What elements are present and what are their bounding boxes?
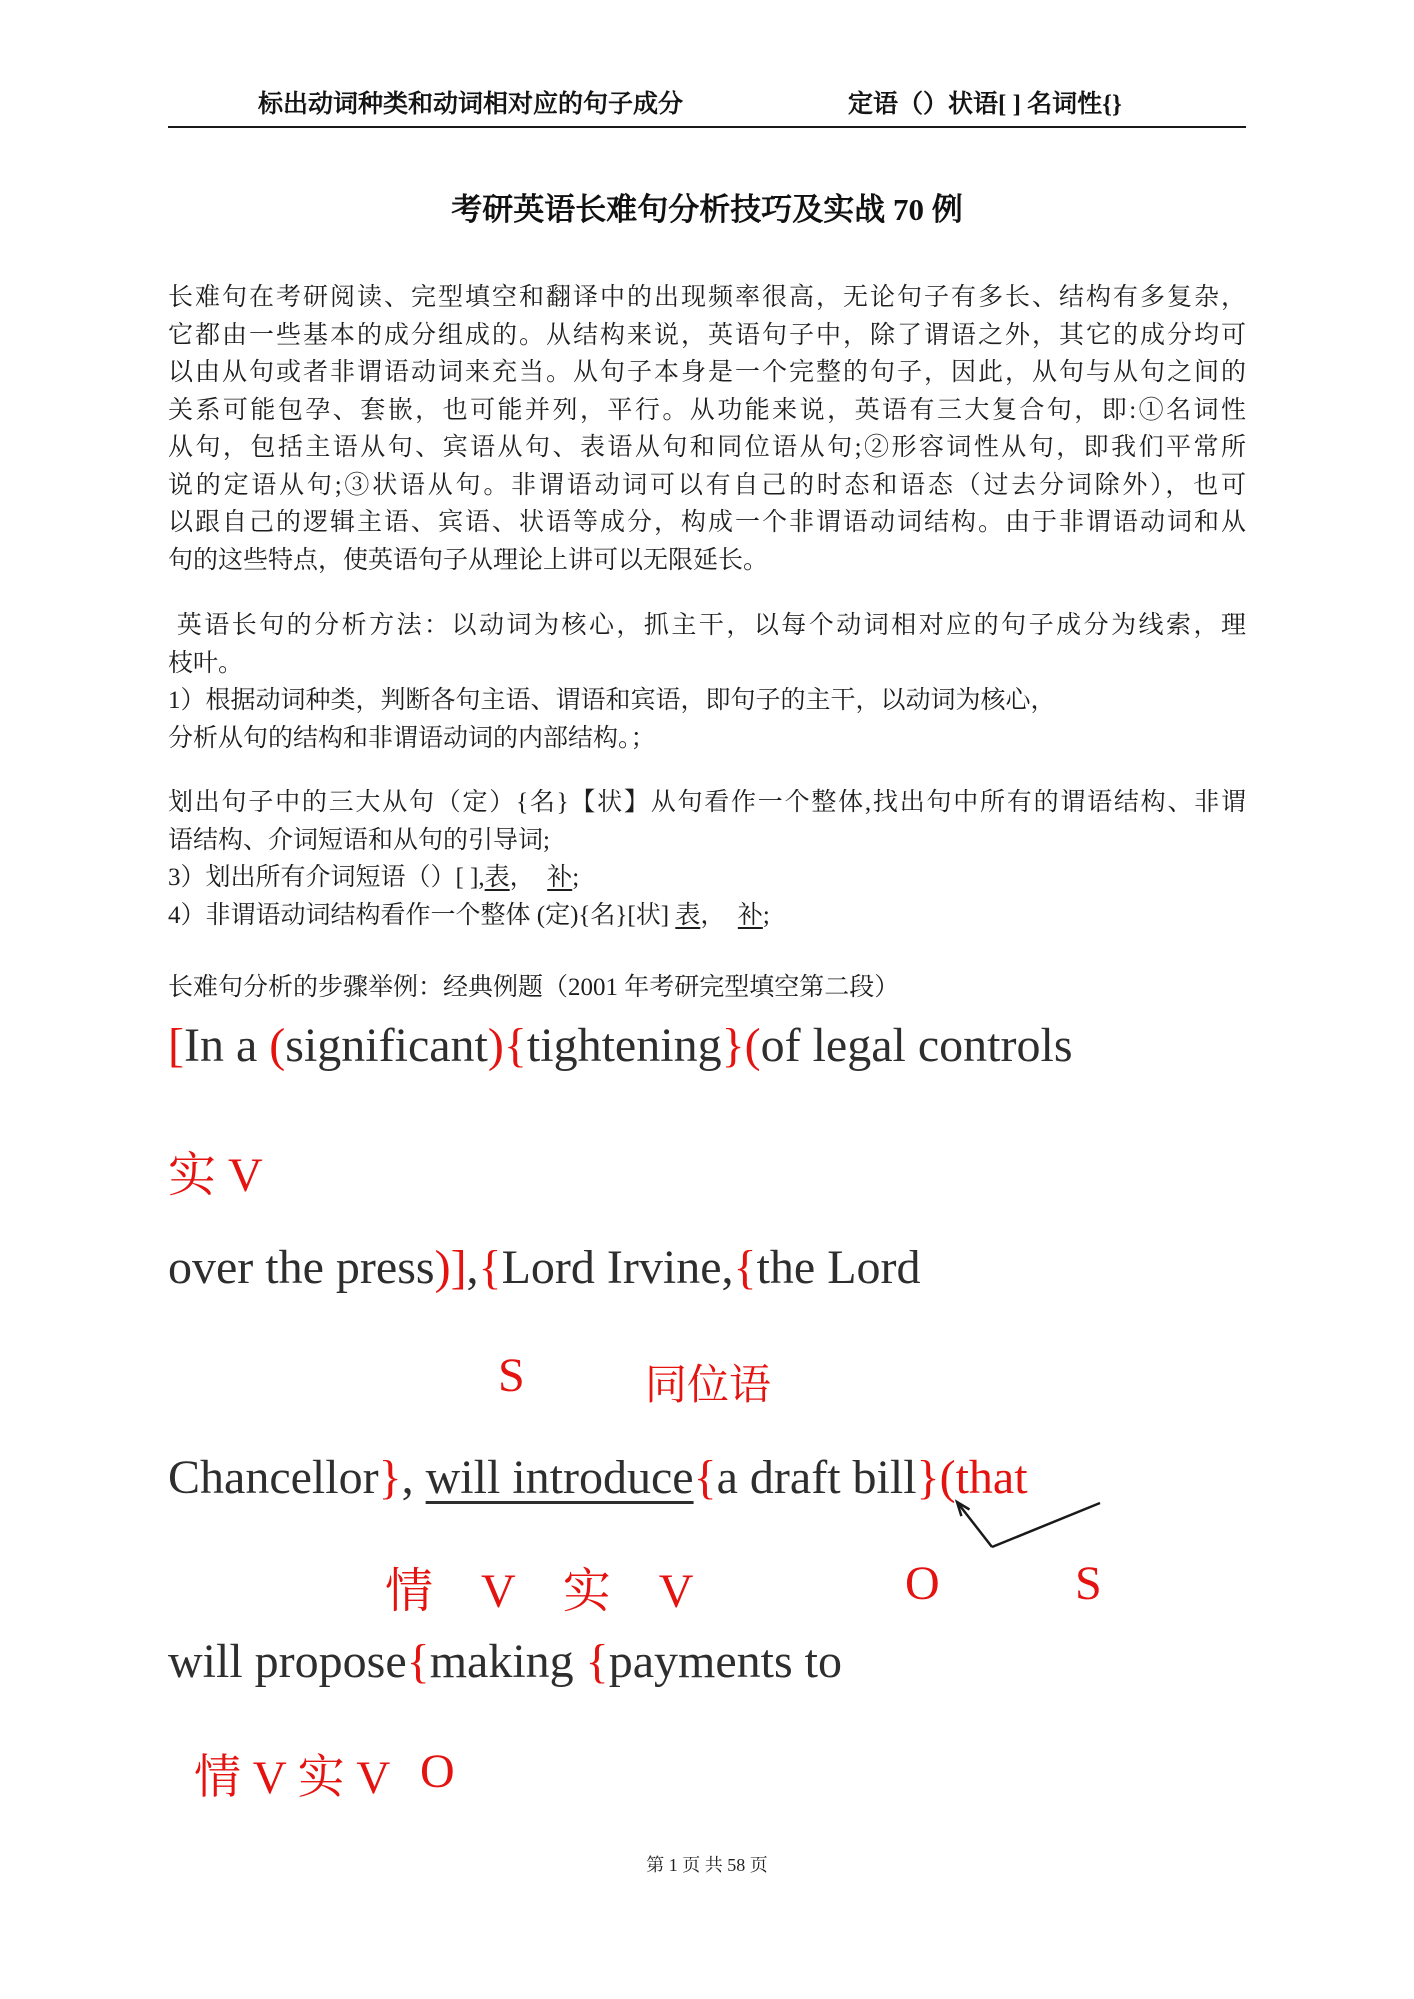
paragraph-line: 长难句在考研阅读、完型填空和翻译中的出现频率很高，无论句子有多长、结构有多复杂，	[168, 284, 1246, 311]
sentence-line-2: over the press)],{Lord Irvine,{the Lord	[168, 1241, 921, 1294]
annotation-subject-label: S	[498, 1349, 525, 1402]
header-left-text: 标出动词种类和动词相对应的句子成分	[258, 91, 684, 118]
example-caption	[168, 969, 1246, 1007]
list-item-1: 1）根据动词种类，判断各句主语、谓语和宾语，即句子的主干，以动词为核心，	[168, 687, 1056, 714]
annotation-modal-verb-label: 情 V 实 V	[385, 1565, 694, 1618]
annotation-subject-label-2: S	[1075, 1557, 1102, 1610]
annotation-object-label: O	[905, 1557, 940, 1610]
document-title: 考研英语长难句分析技巧及实战 70 例	[451, 192, 963, 227]
header-rule	[168, 126, 1246, 128]
sentence-line-1: [In a (significant){tightening}(of legal controls	[168, 1019, 1073, 1072]
sentence-line-3: Chancellor}, will introduce{a draft bill}(that	[168, 1451, 1028, 1504]
paragraph-line: 关系可能包孕、套嵌，也可能并列，平行。从功能来说，英语有三大复合句，即:①名词性	[168, 396, 1246, 424]
paragraph-line: 以由从句或者非谓语动词来充当。从句子本身是一个完整的句子，因此，从句与从句之间的	[168, 359, 1246, 386]
method-paragraph	[168, 607, 1246, 757]
paragraph-line: 长难句分析的步骤举例：经典例题（2001 年考研完型填空第二段）	[168, 974, 900, 1001]
annotation-modal-verb-label-2: 情 V 实 V	[194, 1752, 391, 1804]
paragraph-line: 分析从句的结构和非谓语动词的内部结构。；	[168, 724, 656, 752]
arrow-annotation	[930, 1490, 1110, 1560]
annotation-shi-v: 实 V	[168, 1149, 263, 1202]
paragraph-line: 句的这些特点，使英语句子从理论上讲可以无限延长。	[168, 546, 769, 574]
paragraph-line: 语结构、介词短语和从句的引导词;	[168, 826, 550, 854]
header-right-text: 定语（）状语[ ] 名词性{}	[848, 91, 1122, 118]
page-footer: 第 1 页 共 58 页	[646, 1855, 768, 1875]
paragraph-line: 英语长句的分析方法：以动词为核心，抓主干，以每个动词相对应的句子成分为线索，理	[168, 612, 1246, 639]
list-item-3: 3）划出所有介词短语（）[ ],表， 补;	[168, 864, 580, 891]
intro-paragraph	[168, 279, 1246, 579]
paragraph-line: 划出句子中的三大从句（定）{名}【状】从句看作一个整体,找出句中所有的谓语结构、非谓	[168, 789, 1246, 816]
list-item-4: 4）非谓语动词结构看作一个整体 (定){名}[状] 表， 补;	[168, 901, 770, 929]
paragraph-line: 以跟自己的逻辑主语、宾语、状语等成分，构成一个非谓语动词结构。由于非谓语动词和从	[168, 509, 1246, 536]
paragraph-line: 枝叶。	[168, 649, 244, 677]
paragraph-line: 从句，包括主语从句、宾语从句、表语从句和同位语从句;②形容词性从句，即我们平常所	[168, 434, 1246, 461]
paragraph-line: 说的定语从句;③状语从句。非谓语动词可以有自己的时态和语态（过去分词除外），也可	[168, 471, 1246, 499]
paragraph-line: 它都由一些基本的成分组成的。从结构来说，英语句子中，除了谓语之外，其它的成分均可	[168, 321, 1246, 349]
annotation-object-label-2: O	[420, 1745, 455, 1798]
rules-paragraph	[168, 784, 1246, 934]
sentence-line-4: will propose{making {payments to	[168, 1635, 843, 1688]
annotation-apposition-label: 同位语	[645, 1363, 772, 1409]
